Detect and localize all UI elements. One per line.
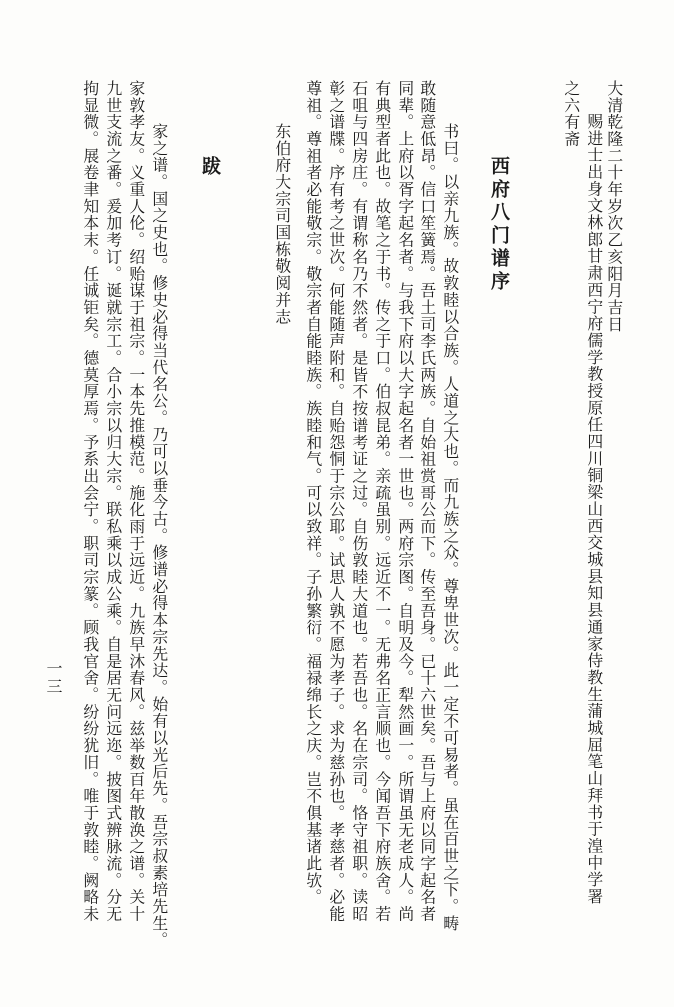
section-title-postscript: 跋: [199, 156, 221, 179]
xifu-preface-line: 尊祖。尊祖者必能敬宗。敬宗者自能睦族。族睦和气。可以致祥。子孙繁衍。福禄绵长之庆。岂不俱基诸此欤。: [303, 80, 323, 906]
page-number: 一三: [44, 660, 63, 696]
xifu-preface-line: 有典型者此也。故笔之于书。传之于口。伯叔昆弟。亲疏虽别。远近不一。无弗名正言顺也。今闻吾下府族舍。若: [372, 80, 392, 923]
xifu-preface-line: 同辈。上府以胥字起名者。与我下府以大字起名者一世也。两府宗图。自明及今。犁然画一。所谓虽无老成人。尚: [395, 80, 415, 923]
xifu-preface-line: 彰之谱牒。序有考之世次。何能随声附和。自贻怨恫于宗公耶。试思人孰不愿为孝子。求为慈孙也。孝慈者。必能: [326, 80, 346, 923]
postscript-line: 家敦孝友。义重人伦。绍贻谋于祖宗。一本先推模范。施化雨于远近。九族早沐春风。兹举数百年散涣之谱。关十: [126, 80, 146, 923]
preface-date-line: 大清乾隆二十年岁次乙亥阳月吉日: [604, 80, 624, 333]
xifu-preface-signature: 东伯府大宗司国栋敬阅并志: [272, 123, 292, 326]
preface-author-line-cont: 之六有斋: [561, 80, 581, 148]
postscript-line: 家之谱。国之史也。修史必得当代名公。乃可以垂今古。修谱必得本宗先达。始有以光后先。吾宗叔素培先生。: [149, 123, 169, 949]
postscript-line: 九世支流之番。爰加考订。诞就宗工。合小宗以归大宗。联私乘以成公乘。自是居无问远迩。披图式辨脉流。分无: [103, 80, 123, 923]
xifu-preface-line: 敢随意低昂。信口笙簧焉。吾土司李氏两族。自始祖赏哥公而下。传至吾身。已十六世矣。吾与上府以同字起名者: [417, 80, 437, 923]
section-title-xifu-preface: 西府八门谱序: [488, 156, 510, 294]
xifu-preface-line: 书曰。以亲九族。故敦睦以合族。人道之大也。而九族之众。尊卑世次。此一定不可易者。虽在百世之下。畴: [440, 123, 460, 932]
postscript-line: 拘显微。展卷聿知本末。任诚钜矣。德莫厚焉。予系出会宁。职司宗篆。顾我官舍。纷纷犹旧。唯于敦睦。阙略未: [80, 80, 100, 923]
xifu-preface-line: 石咀与四房庄。有谓称名乃不然者。是皆不按谱考证之过。自伤敦睦大道也。若吾也。名在宗司。恪守祖职。读昭: [349, 80, 369, 923]
preface-author-line: 赐进士出身文林郎甘肃西宁府儒学教授原任四川铜梁山西交城县知县通家侍教生蒲城屈笔山拜书于湟中学署: [584, 113, 604, 905]
